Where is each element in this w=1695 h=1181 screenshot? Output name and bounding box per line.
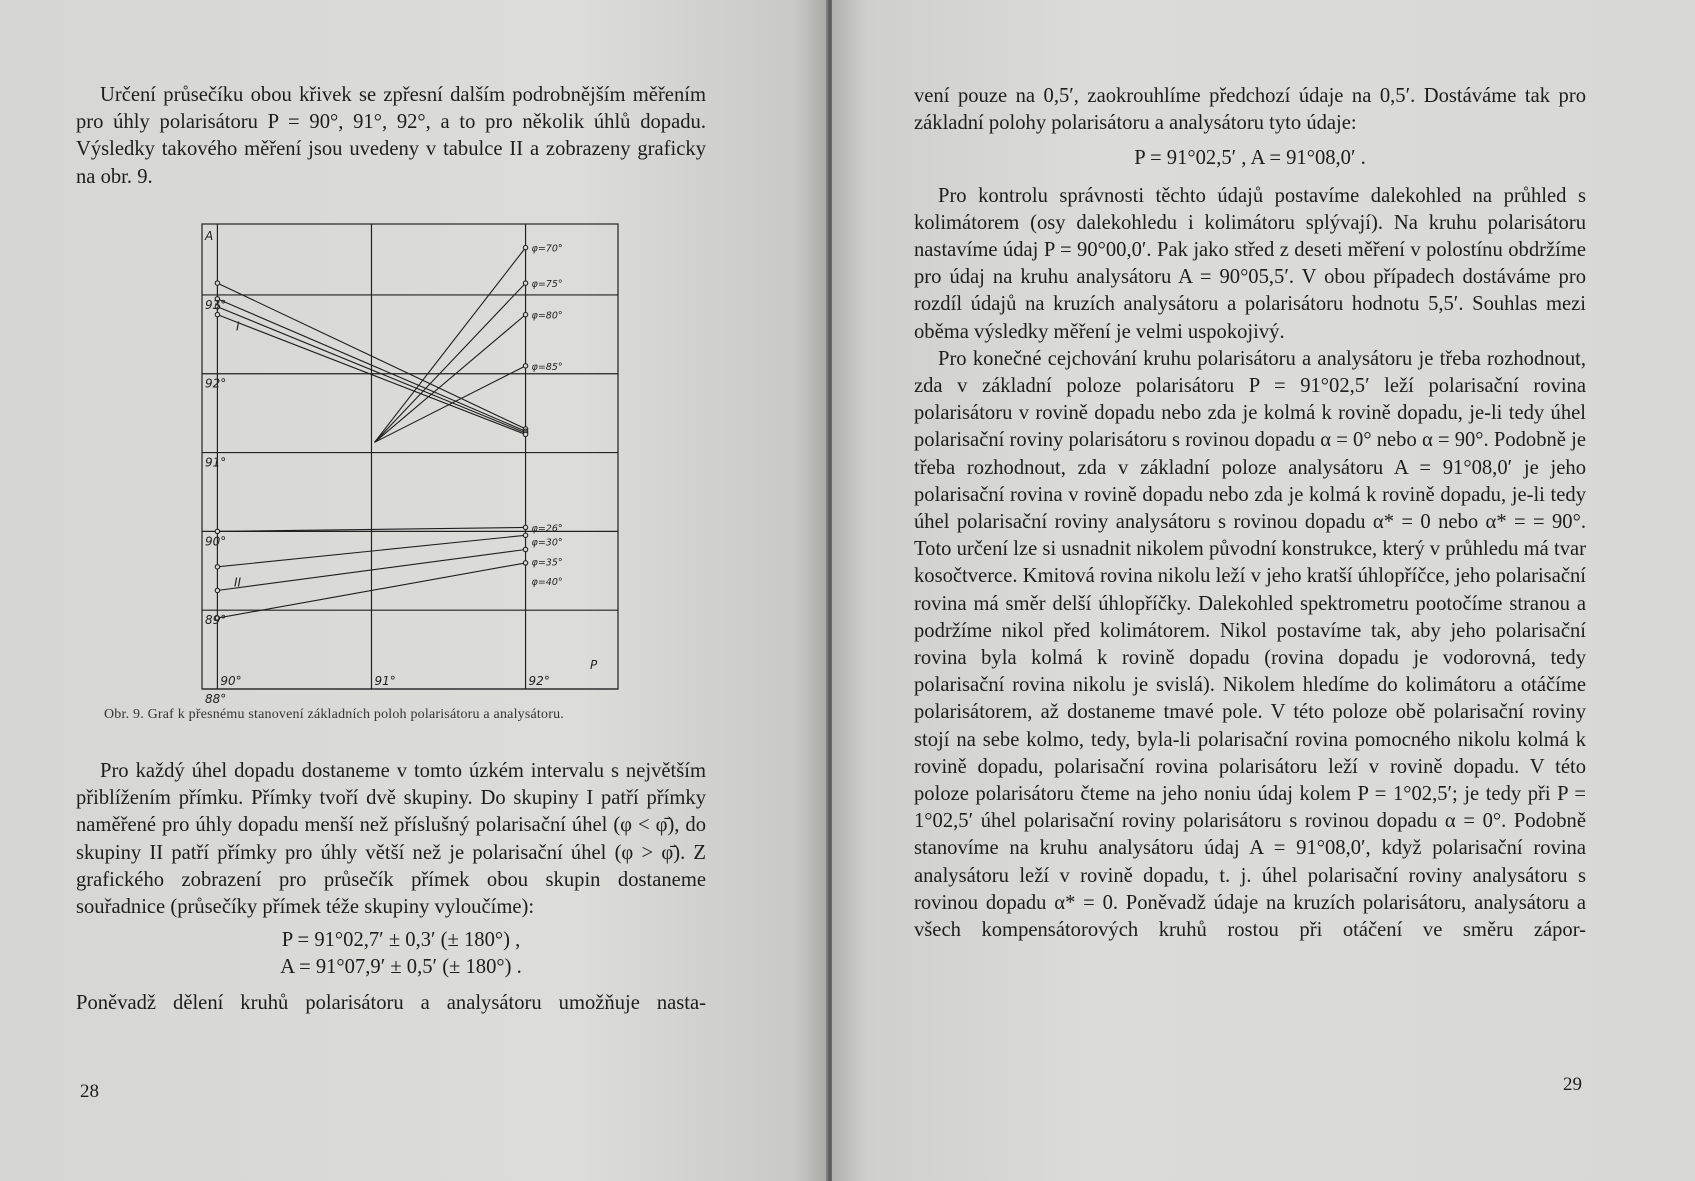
group-label-ii: II (234, 575, 242, 590)
data-point (523, 432, 527, 436)
left-paragraph-1: Určení průsečíku obou křivek se zpřesní dalším podrobnějším měřením pro úhly polarisátoru P = 90°, 91°, 92°, a to pro několik úhlů dopadu. Výsledky takového měření jsou uvedeny v tabulce II a zobrazeny graficky na obr. 9. (76, 84, 706, 188)
left-paragraph-2: Pro každý úhel dopadu dostaneme v tomto úzkém intervalu s největším přiblížením přímku. Přímky tvoří dvě skupiny. Do skupiny I patří přímky naměřené pro úhly dopadu menší než příslušný polarisační úhel (φ < φ̄), do skupiny II patří přímky pro úhly větší než je polarisační úhel (φ > φ̄). Z grafického zobrazení pro průsečík přímek obou skupin dostaneme souřadnice (průsečíky přímek téže skupiny vyloučíme): P = 91°02,7′ ± 0,3′ (± 180°) , A = 91°07,9′ ± 0,5′ (± 180°) . Poněvadž dělení kruhů polarisátoru a analysátoru umožňuje nasta- (76, 758, 706, 1017)
y-tick-label: 90° (205, 534, 227, 549)
data-point (523, 312, 527, 316)
phi-label-lower: φ=26° (531, 523, 563, 535)
phi-label-upper: φ=80° (531, 310, 563, 322)
data-point (215, 529, 219, 533)
data-point (215, 281, 219, 285)
group-label-i: I (236, 319, 240, 334)
phi-label-upper: φ=75° (531, 279, 563, 291)
phi-label-lower: φ=35° (531, 557, 563, 569)
data-line (375, 248, 526, 443)
x-tick-label: 90° (220, 674, 242, 688)
data-point (523, 281, 527, 285)
data-point (523, 547, 527, 551)
x-tick-label: 92° (528, 674, 550, 688)
right-text-block (914, 83, 1586, 944)
data-point (523, 525, 527, 529)
page-number-right: 29 (1563, 1074, 1582, 1095)
right-paragraph-1: vení pouze na 0,5′, zaokrouhlíme předchozí údaje na 0,5′. Dostáváme tak pro základní polohy polarisátoru a analysátoru tyto údaje: (914, 85, 1586, 135)
phi-label-lower: φ=40° (531, 576, 563, 588)
right-paragraph-2: Pro kontrolu správnosti těchto údajů postavíme dalekohled na průhled s kolimátorem (osy dalekohledu i kolimátoru splývají). Na kruhu polarisátoru nastavíme údaj P = 90°00,0′. Pak jako střed z deseti měření v polostínu obdržíme pro údaj na kruhu analysátoru A = 90°05,5′. V obou případech dostáváme pro rozdíl údajů na kruzích analysátoru a polarisátoru hodnotu 5,5′. Souhlas mezi oběma výsledky měření je velmi uspokojivý. (914, 184, 1586, 343)
data-point (523, 364, 527, 368)
right-page (832, 0, 1695, 1181)
data-point (523, 245, 527, 249)
y-tick-label: 89° (205, 613, 227, 628)
right-paragraph-3: Pro konečné cejchování kruhu polarisátoru a analysátoru je třeba rozhodnout, zda v základní poloze polarisátoru P = 91°02,5′ leží polarisační rovina polarisátoru v rovině dopadu nebo zda je kolmá k rovině dopadu, je-li tedy úhel polarisační roviny polarisátoru s rovinou dopadu α = 0° nebo α = 90°. Podobně je třeba rozhodnout, zda v základní poloze analysátoru A = 91°08,0′ je jeho polarisační rovina v rovině dopadu nebo zda je kolmá k rovině dopadu, je-li tedy úhel polarisační roviny analysátoru s rovinou dopadu α* = 0 nebo α* = = 90°. Toto určení lze si usnadnit nikolem původní konstrukce, který v průhledu má tvar kosočtverce. Kmitová rovina nikolu leží v jeho kratší úhlopříčce, jeho polarisační rovina má směr delší úhlopříčky. Dalekohled spektrometru pootočíme stranou a podržíme nikol před kolimátorem. Nikol postavíme tak, aby jeho polarisační rovina byla kolmá k rovině dopadu (rovina dopadu je vodorovná, tedy polarisační rovina nikolu je svislá). Nikolem hledíme do kolimátoru a otáčíme polarisátorem, až dostaneme tmavé pole. V této poloze obě polarisační roviny stojí na sebe kolmo, tedy, byla-li polarisační rovina pomocného nikolu kolmá k rovině dopadu, polarisační rovina polarisátoru leží v rovině dopadu. V této poloze polarisátoru čteme na jeho noniu údaj kolem P = 1°02,5′; je tedy při P = 1°02,5′ úhel polarisační roviny polarisátoru s rovinou dopadu α = 0°. Podobně stanovíme na kruhu analysátoru údaj A = 91°08,0′, když polarisační rovina analysátoru leží v rovině dopadu, t. j. úhel polarisační roviny analysátoru s rovinou dopadu α* = 0. Poněvadž údaje na kruzích polarisátoru, analysátoru a všech kompensátorových kruhů rostou při otáčení ve směru zápor- (914, 347, 1586, 942)
data-point (215, 565, 219, 569)
x-axis-label: P (590, 658, 598, 672)
y-axis-label: A (205, 229, 214, 243)
page-number-left: 28 (80, 1081, 99, 1102)
data-line (375, 366, 526, 442)
equation-a: A = 91°07,9′ ± 0,5′ (± 180°) . (280, 956, 522, 979)
phi-label-lower: φ=30° (531, 537, 563, 549)
x-tick-label: 91° (374, 674, 396, 688)
right-equation: P = 91°02,5′ , A = 91°08,0′ . (1134, 147, 1366, 170)
equation-p: P = 91°02,7′ ± 0,3′ (± 180°) , (281, 929, 521, 952)
data-point (523, 533, 527, 537)
y-tick-label: 88° (205, 692, 227, 706)
y-tick-label: 92° (205, 376, 227, 391)
left-page (0, 0, 828, 1181)
phi-label-upper: φ=70° (531, 243, 563, 255)
data-point (215, 312, 219, 316)
figure-caption: Obr. 9. Graf k přesnému stanovení základních poloh polarisátoru a analysátoru. (104, 707, 564, 722)
y-tick-label: 93° (205, 297, 227, 312)
graph-grid (202, 224, 618, 689)
y-tick-label: 91° (205, 455, 227, 470)
left-paragraph-3: Poněvadž dělení kruhů polarisátoru a analysátoru umožňuje nasta- (76, 991, 706, 1014)
phi-label-upper: φ=85° (531, 361, 563, 373)
data-point (215, 588, 219, 592)
graph-frame (202, 224, 618, 689)
figure-9-graph (198, 222, 628, 706)
data-point (523, 561, 527, 565)
